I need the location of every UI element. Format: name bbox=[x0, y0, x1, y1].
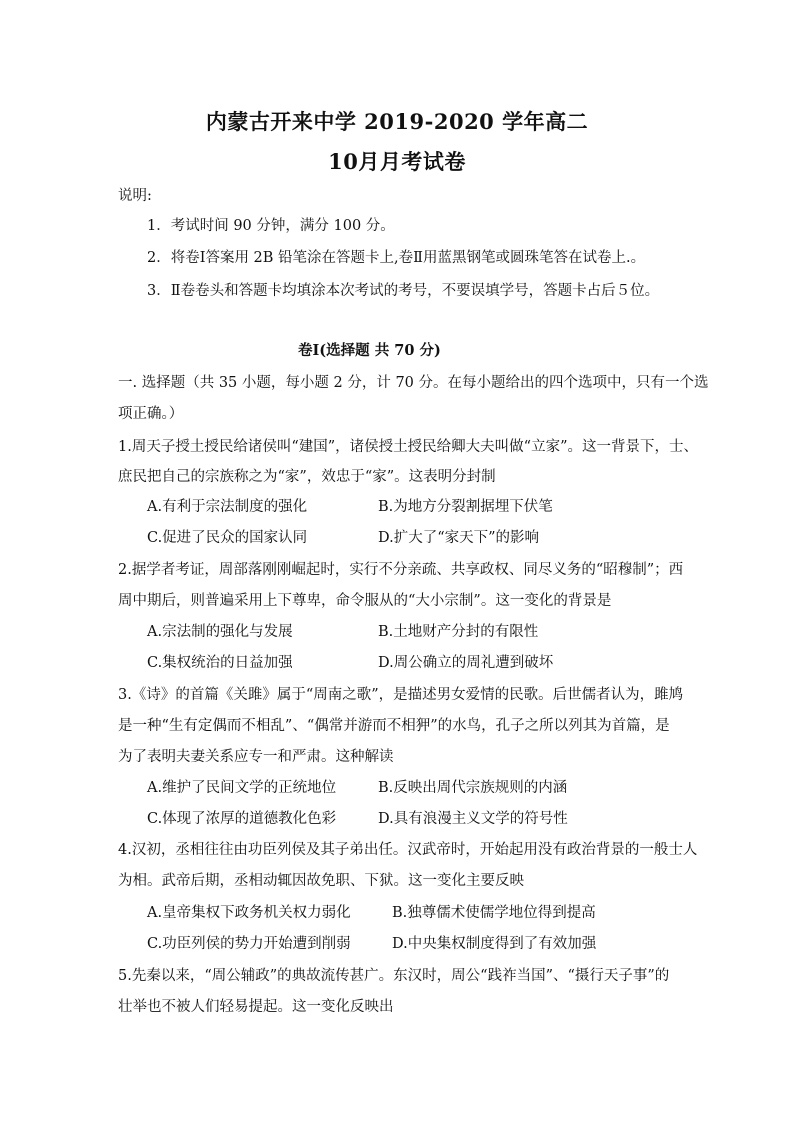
question-4-text: 4.汉初，丞相往往由功臣列侯及其子弟出任。汉武帝时，开始起用没有政治背景的一般士人 bbox=[118, 842, 698, 858]
question-2-text: 周中期后，则普遍采用上下尊卑，命令服从的“大小宗制”。这一变化的背景是 bbox=[118, 593, 612, 609]
question-2-option-a: A.宗法制的强化与发展 bbox=[147, 624, 293, 640]
note-item: 3．Ⅱ卷卷头和答题卡均填涂本次考试的考号，不要误填学号，答题卡占后５位。 bbox=[147, 283, 660, 299]
section-intro: 一. 选择题（共 35 小题，每小题 2 分，计 70 分。在每小题给出的四个选项中，只有一个选 bbox=[118, 375, 709, 391]
exam-subtitle: 10月月考试卷 bbox=[328, 149, 466, 174]
question-2-option-c: C.集权统治的日益加强 bbox=[147, 655, 293, 671]
question-3-option-c: C.体现了浓厚的道德教化色彩 bbox=[147, 811, 337, 827]
question-2-option-b: B.土地财产分封的有限性 bbox=[378, 624, 539, 640]
question-5-text: 壮举也不被人们轻易提起。这一变化反映出 bbox=[118, 999, 394, 1015]
section-intro: 项正确。） bbox=[118, 406, 184, 422]
question-1-text: 庶民把自己的宗族称之为“家”，效忠于“家”。这表明分封制 bbox=[118, 469, 496, 485]
question-4-option-b: B.独尊儒术使儒学地位得到提高 bbox=[392, 905, 596, 921]
question-1-option-c: C.促进了民众的国家认同 bbox=[147, 530, 308, 546]
notes-label: 说明: bbox=[118, 188, 152, 204]
question-1-text: 1.周天子授土授民给诸侯叫“建国”，诸侯授土授民给卿大夫叫做“立家”。这一背景下，士、 bbox=[118, 439, 698, 455]
question-2-text: 2.据学者考证，周部落刚刚崛起时，实行不分亲疏、共享政权、同尽义务的“昭穆制”；西 bbox=[118, 562, 684, 578]
question-4-option-d: D.中央集权制度得到了有效加强 bbox=[392, 936, 597, 952]
question-1-option-d: D.扩大了“家天下”的影响 bbox=[378, 530, 540, 546]
note-item: 2．将卷Ⅰ答案用 2B 铅笔涂在答题卡上,卷Ⅱ用蓝黑钢笔或圆珠笔答在试卷上.。 bbox=[147, 250, 646, 266]
question-4-text: 为相。武帝后期，丞相动辄因故免职、下狱。这一变化主要反映 bbox=[118, 873, 524, 889]
question-3-option-b: B.反映出周代宗族规则的内涵 bbox=[378, 780, 568, 796]
question-3-option-d: D.具有浪漫主义文学的符号性 bbox=[378, 811, 568, 827]
question-2-option-d: D.周公确立的周礼遭到破坏 bbox=[378, 655, 554, 671]
question-5-text: 5.先秦以来，“周公辅政”的典故流传甚广。东汉时，周公“践祚当国”、“摄行天子事”的 bbox=[118, 968, 670, 984]
question-4-option-c: C.功臣列侯的势力开始遭到削弱 bbox=[147, 936, 351, 952]
question-4-option-a: A.皇帝集权下政务机关权力弱化 bbox=[147, 905, 351, 921]
question-3-text: 为了表明夫妻关系应专一和严肃。这种解读 bbox=[118, 749, 394, 765]
question-1-option-b: B.为地方分裂割据埋下伏笔 bbox=[378, 499, 553, 515]
question-3-text: 3.《诗》的首篇《关雎》属于“周南之歌”，是描述男女爱情的民歌。后世儒者认为，雎鸠 bbox=[118, 687, 684, 703]
note-item: 1．考试时间 90 分钟，满分 100 分。 bbox=[147, 218, 395, 234]
exam-title: 内蒙古开来中学 2019-2020 学年高二 bbox=[205, 109, 589, 134]
question-3-text: 是一种“生有定偶而不相乱”、“偶常并游而不相狎”的水鸟，孔子之所以列其为首篇，是 bbox=[118, 718, 670, 734]
section-title: 卷Ⅰ(选择题 共 70 分) bbox=[298, 342, 441, 359]
question-1-option-a: A.有利于宗法制度的强化 bbox=[147, 499, 308, 515]
question-3-option-a: A.维护了民间文学的正统地位 bbox=[147, 780, 337, 796]
